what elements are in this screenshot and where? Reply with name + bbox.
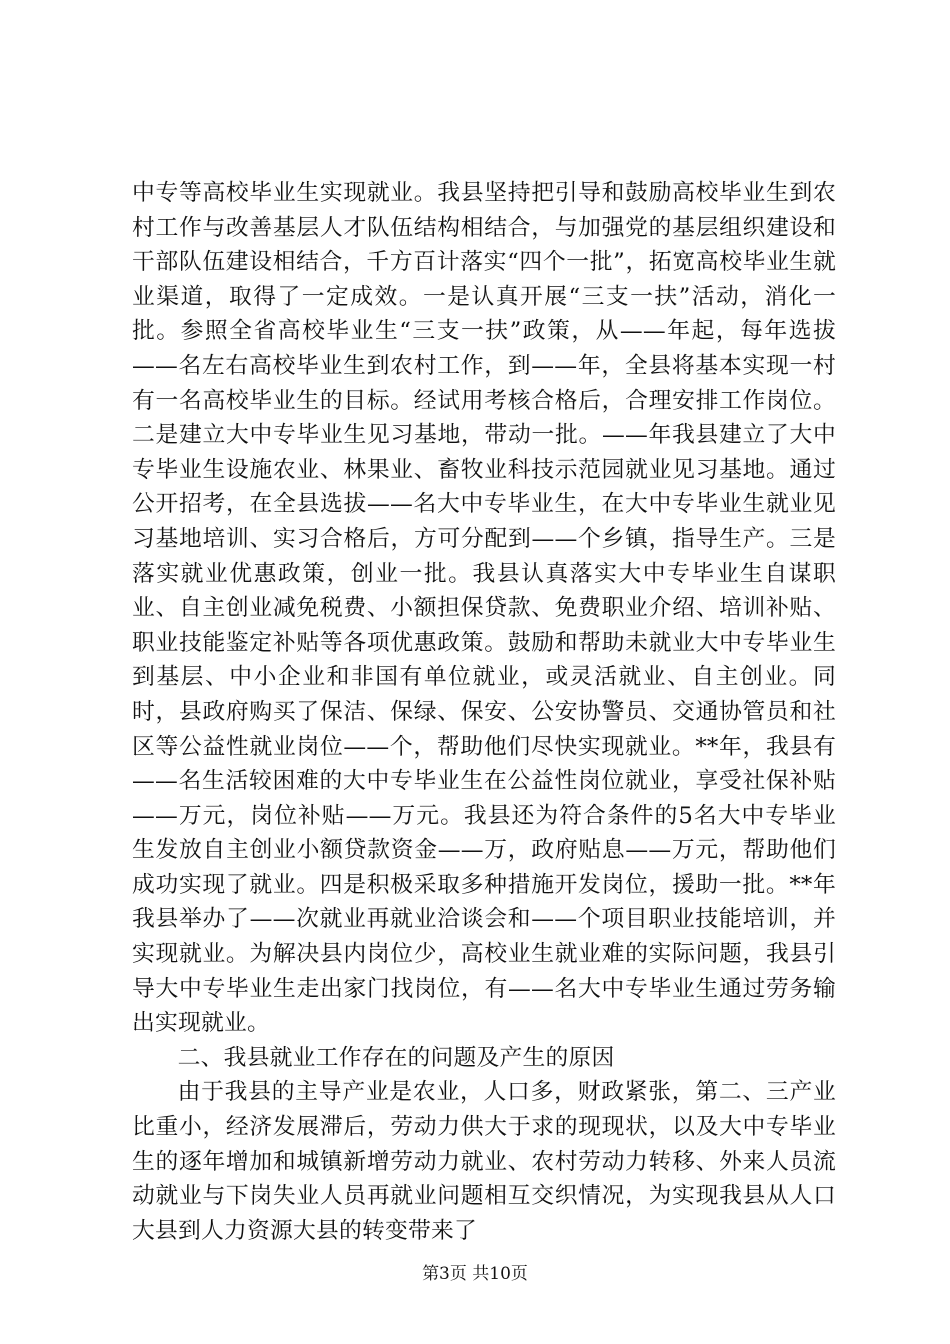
document-body: [132, 176, 836, 1248]
section-heading: 二、我县就业工作存在的问题及产生的原因: [177, 1044, 615, 1071]
paragraph-continuation: 中专等高校毕业生实现就业。我县坚持把引导和鼓励高校毕业生到农村工作与改善基层人才队伍结构相结合，与加强党的基层组织建设和干部队伍建设相结合，千方百计落实“四个一批”，拓宽高校毕业生就业渠道，取得了一定成效。一是认真开展“三支一扶”活动，消化一批。参照全省高校毕业生“三支一扶”政策，从——年起，每年选拔——名左右高校毕业生到农村工作，到——年，全县将基本实现一村有一名高校毕业生的目标。经试用考核合格后，合理安排工作岗位。二是建立大中专毕业生见习基地，带动一批。——年我县建立了大中专毕业生设施农业、林果业、畜牧业科技示范园就业见习基地。通过公开招考，在全县选拔——名大中专毕业生，在大中专毕业生就业见习基地培训、实习合格后，方可分配到——个乡镇，指导生产。三是落实就业优惠政策，创业一批。我县认真落实大中专毕业生自谋职业、自主创业减免税费、小额担保贷款、免费职业介绍、培训补贴、职业技能鉴定补贴等各项优惠政策。鼓励和帮助未就业大中专毕业生到基层、中小企业和非国有单位就业，或灵活就业、自主创业。同时，县政府购买了保洁、保绿、保安、公安协警员、交通协管员和社区等公益性就业岗位——个，帮助他们尽快实现就业。**年，我县有——名生活较困难的大中专毕业生在公益性岗位就业，享受社保补贴——万元，岗位补贴——万元。我县还为符合条件的5名大中专毕业生发放自主创业小额贷款资金——万，政府贴息——万元，帮助他们成功实现了就业。四是积极采取多种措施开发岗位，援助一批。**年我县举办了——次就业再就业洽谈会和——个项目职业技能培训，并实现就业。为解决县内岗位少，高校业生就业难的实际问题，我县引导大中专毕业生走出家门找岗位，有——名大中专毕业生通过劳务输出实现就业。: [132, 180, 836, 1037]
page-number-footer: 第3页 共10页: [422, 1264, 528, 1284]
paragraph: 由于我县的主导产业是农业，人口多，财政紧张，第二、三产业比重小，经济发展滞后，劳动力供大于求的现现状，以及大中专毕业生的逐年增加和城镇新增劳动力就业、农村劳动力转移、外来人员流动就业与下岗失业人员再就业问题相互交织情况，为实现我县从人口大县到人力资源大县的转变带来了: [132, 1079, 836, 1244]
